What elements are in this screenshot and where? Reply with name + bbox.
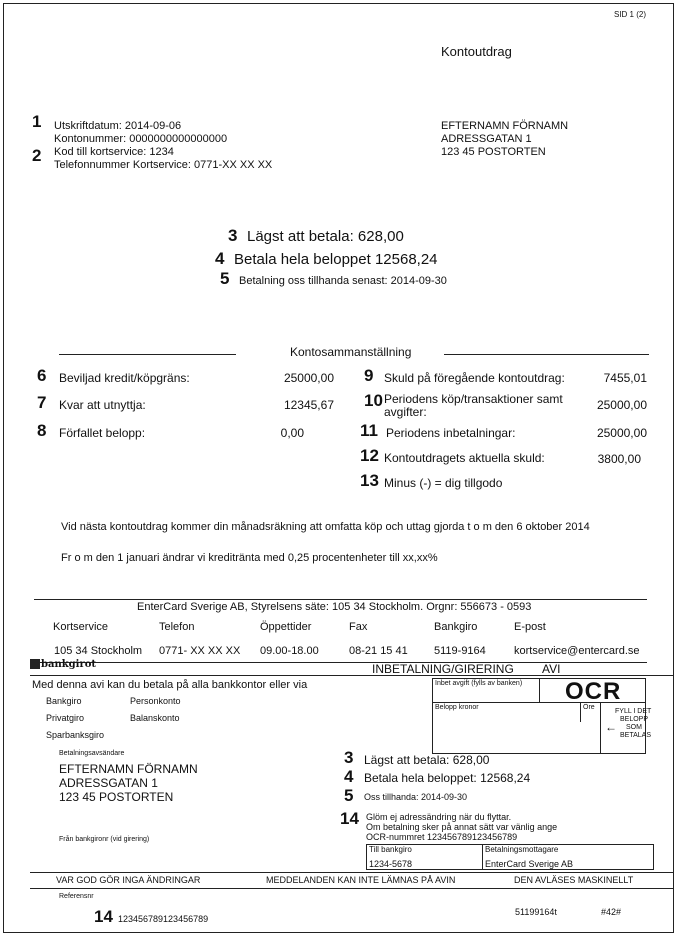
marker-12: 12 — [360, 446, 379, 465]
from-bankgiro-label: Från bankgironr (vid girering) — [59, 836, 150, 843]
company-header: Fax — [349, 621, 368, 633]
footer-note: MEDDELANDEN KAN INTE LÄMNAS PÅ AVIN — [266, 875, 456, 885]
amount-label: Belopp kronor — [435, 704, 479, 711]
giro-due: Oss tillhanda: 2014-09-30 — [364, 792, 468, 802]
company-header: Kortservice — [53, 621, 109, 633]
fill-hint: BETALAS — [620, 732, 651, 739]
marker-2: 2 — [32, 146, 42, 165]
address-street: ADRESSGATAN 1 — [441, 133, 532, 145]
summary-label: Periodens köp/transaktioner samt — [384, 392, 563, 406]
marker-4: 4 — [215, 249, 225, 268]
summary-label-cont: avgifter: — [384, 405, 427, 419]
giro-intro: Med denna avi kan du betala på alla bankkontor eller via — [32, 679, 308, 691]
footer-note: VAR GOD GÖR INGA ÄNDRINGAR — [56, 875, 201, 885]
sender-city: 123 45 POSTORTEN — [59, 790, 174, 804]
company-value: kortservice@entercard.se — [514, 645, 640, 657]
print-date: Utskriftdatum: 2014-09-06 — [54, 120, 182, 132]
summary-label: Kontoutdragets aktuella skuld: — [384, 451, 545, 465]
marker-3: 3 — [228, 226, 238, 245]
full-payment: Betala hela beloppet 12568,24 — [234, 251, 438, 268]
summary-value: 7455,01 — [603, 371, 647, 385]
reference-label: Referensnr — [59, 893, 94, 900]
marker-9: 9 — [364, 366, 374, 385]
marker-13: 13 — [360, 471, 379, 490]
min-payment: Lägst att betala: 628,00 — [247, 228, 404, 245]
to-bankgiro-value: 1234-5678 — [369, 859, 413, 869]
company-header: Öppettider — [260, 621, 312, 633]
summary-label: Kvar att utnyttja: — [59, 398, 146, 412]
notice-statement: Vid nästa kontoutdrag kommer din månadsräkning att omfatta köp och uttag gjorda t o m den 6 oktober 2014 — [61, 521, 590, 533]
notice-interest: Fr o m den 1 januari ändrar vi kreditränta med 0,25 procentenheter till xx,xx% — [61, 552, 438, 564]
summary-label: Skuld på föregående kontoutdrag: — [384, 371, 565, 385]
doc-title: Kontoutdrag — [441, 44, 512, 59]
marker-1: 1 — [32, 112, 42, 131]
machine-code: 51199164t — [515, 907, 557, 917]
company-value: 0771- XX XX XX — [159, 645, 241, 657]
summary-value: 0,00 — [280, 426, 304, 440]
marker-3: 3 — [344, 748, 354, 767]
company-value: 08-21 15 41 — [349, 645, 408, 657]
summary-value: 12345,67 — [283, 398, 334, 412]
sender-name: EFTERNAMN FÖRNAMN — [59, 762, 198, 776]
bank-option: Balanskonto — [130, 713, 180, 723]
company-header: E-post — [514, 621, 546, 633]
company-value: 5119-9164 — [434, 645, 486, 657]
reference-value: 123456789123456789 — [118, 914, 209, 924]
statement-page — [3, 3, 674, 933]
bankgirot-logo: bankgirot — [41, 659, 97, 670]
marker-6: 6 — [37, 366, 47, 385]
company-value: 09.00-18.00 — [260, 645, 319, 657]
ocr-mark: OCR — [565, 678, 622, 705]
receiver-value: EnterCard Sverige AB — [485, 859, 574, 869]
summary-label: Beviljad kredit/köpgräns: — [59, 371, 190, 385]
giro-full-payment: Betala hela beloppet: 12568,24 — [364, 771, 531, 785]
account-number: Kontonummer: 0000000000000000 — [54, 133, 228, 145]
marker-11: 11 — [360, 421, 378, 440]
page-label: SID 1 (2) — [614, 10, 647, 19]
giro-avi: AVI — [542, 662, 561, 676]
sender-street: ADRESSGATAN 1 — [59, 776, 158, 790]
address-city: 123 45 POSTORTEN — [441, 146, 546, 158]
summary-label: Periodens inbetalningar: — [386, 426, 516, 440]
company-line: EnterCard Sverige AB, Styrelsens säte: 105 34 Stockholm. Orgnr: 556673 - 0593 — [137, 601, 532, 613]
summary-note: Minus (-) = dig tillgodo — [384, 476, 503, 490]
bank-option: Bankgiro — [46, 696, 82, 706]
fee-label: Inbet avgift (fylls av banken) — [435, 680, 523, 687]
machine-code: #42# — [601, 907, 622, 917]
to-bankgiro-label: Till bankgiro — [369, 845, 412, 854]
payment-due: Betalning oss tillhanda senast: 2014-09-30 — [239, 275, 447, 287]
summary-value: 25000,00 — [596, 398, 647, 412]
bank-option: Personkonto — [130, 696, 181, 706]
marker-14: 14 — [94, 907, 113, 926]
footer-note: DEN AVLÄSES MASKINELLT — [514, 875, 634, 885]
giro-min-payment: Lägst att betala: 628,00 — [364, 753, 490, 767]
giro-reminder: Om betalning sker på annat sätt var vänlig ange — [366, 822, 558, 832]
receiver-label: Betalningsmottagare — [485, 845, 559, 854]
company-header: Bankgiro — [434, 621, 478, 633]
fill-hint: SOM — [626, 724, 642, 731]
arrow-left-icon: ← — [605, 720, 617, 734]
giro-title: INBETALNING/GIRERING — [372, 662, 514, 676]
summary-value: 25000,00 — [283, 371, 334, 385]
giro-reminder: OCR-nummret 123456789123456789 — [366, 832, 518, 842]
sender-label: Betalningsavsändare — [59, 750, 125, 757]
company-value: 105 34 Stockholm — [54, 645, 143, 657]
marker-8: 8 — [37, 421, 47, 440]
giro-reminder: Glöm ej adressändring när du flyttar. — [366, 812, 512, 822]
summary-label: Förfallet belopp: — [59, 426, 146, 440]
company-header: Telefon — [159, 621, 195, 633]
bankgirot-logo-icon — [30, 659, 40, 669]
bank-option: Privatgiro — [46, 713, 85, 723]
address-name: EFTERNAMN FÖRNAMN — [441, 120, 569, 132]
ore-label: Öre — [583, 704, 595, 711]
bank-option: Sparbanksgiro — [46, 730, 105, 740]
fill-hint: BELOPP — [620, 716, 649, 723]
summary-title: Kontosammanställning — [290, 345, 412, 359]
marker-4: 4 — [344, 767, 354, 786]
fill-hint: FYLL I DET — [615, 708, 652, 715]
service-phone: Telefonnummer Kortservice: 0771-XX XX XX — [54, 159, 273, 171]
marker-5: 5 — [344, 786, 354, 805]
summary-value: 25000,00 — [596, 426, 647, 440]
marker-10: 10 — [364, 391, 383, 410]
marker-14: 14 — [340, 809, 359, 828]
summary-value: 3800,00 — [597, 452, 641, 466]
marker-7: 7 — [37, 393, 47, 412]
card-code: Kod till kortservice: 1234 — [54, 146, 174, 158]
marker-5: 5 — [220, 269, 230, 288]
